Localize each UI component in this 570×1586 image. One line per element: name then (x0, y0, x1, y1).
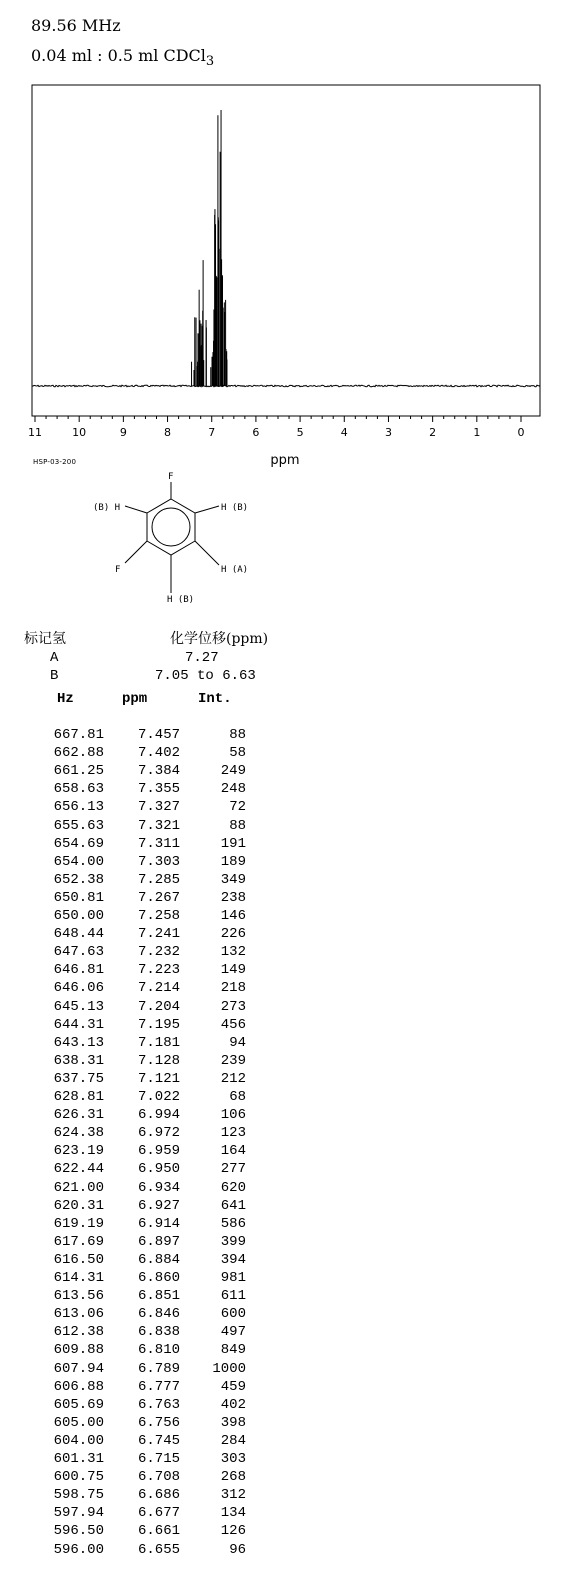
table-row (0, 1378, 260, 1396)
peak-ppm: 7.303 (137, 853, 180, 870)
peak-intensity: 218 (220, 980, 246, 997)
peak-intensity: 303 (220, 1451, 246, 1467)
peak-intensity: 126 (220, 1523, 246, 1540)
peak-hz: 655.63 (53, 817, 104, 834)
peak-hz: 662.88 (53, 745, 104, 762)
table-row (0, 907, 260, 925)
peak-hz: 658.63 (53, 781, 104, 798)
atom-label-h-b-right: H (B) (221, 503, 249, 513)
table-row (0, 1197, 260, 1215)
peak-intensity: 394 (220, 1251, 246, 1268)
table-row (0, 1179, 260, 1197)
peak-intensity: 212 (220, 1070, 246, 1087)
peak-intensity: 164 (220, 1143, 246, 1160)
atom-label-f-left: F (115, 565, 121, 575)
atom-label-h-b-left: (B) H (93, 503, 121, 513)
peak-hz: 646.81 (53, 962, 104, 979)
peak-hz: 613.56 (53, 1288, 104, 1305)
table-row (0, 1414, 260, 1432)
peak-intensity: 1000 (212, 1360, 246, 1377)
table-row (0, 1323, 260, 1341)
x-tick-label: 8 (164, 426, 172, 439)
peak-intensity: 88 (229, 817, 246, 834)
x-tick-label: 7 (208, 426, 216, 439)
peak-ppm: 6.686 (137, 1487, 180, 1504)
peak-intensity: 349 (220, 871, 246, 888)
molecule-structure (85, 468, 275, 608)
x-axis-tick-labels (28, 426, 525, 439)
table-row (0, 744, 260, 762)
peak-ppm: 7.321 (137, 817, 180, 834)
peak-ppm: 6.789 (137, 1360, 180, 1377)
table-row (0, 1287, 260, 1305)
peak-intensity: 68 (229, 1089, 246, 1105)
peak-ppm: 6.677 (137, 1505, 180, 1522)
peak-hz: 650.00 (53, 908, 104, 924)
peak-intensity: 72 (229, 799, 246, 816)
peak-ppm: 7.267 (137, 889, 180, 906)
peak-hz: 604.00 (53, 1432, 104, 1449)
peak-ppm: 6.914 (137, 1215, 180, 1232)
aromatic-circle (152, 508, 190, 546)
bond-lower-right (195, 541, 219, 565)
spectrum-trace (32, 385, 540, 387)
peak-ppm: 6.884 (137, 1251, 180, 1268)
peak-hz: 643.13 (53, 1034, 104, 1051)
peak-header-hz: Hz (57, 691, 74, 707)
sample-subscript: 3 (205, 54, 215, 70)
x-axis-ticks (35, 416, 521, 422)
peak-intensity: 497 (220, 1324, 246, 1341)
table-row (0, 835, 260, 853)
peak-ppm: 7.241 (137, 926, 180, 943)
x-tick-label: 11 (28, 426, 42, 439)
peak-intensity: 312 (220, 1487, 246, 1504)
peak-ppm: 7.223 (137, 962, 180, 979)
peak-ppm: 7.121 (137, 1070, 180, 1087)
peak-ppm: 6.661 (137, 1523, 180, 1540)
peak-hz: 667.81 (53, 727, 104, 743)
peak-hz: 607.94 (53, 1360, 104, 1377)
table-row (0, 1396, 260, 1414)
peak-intensity: 88 (229, 727, 246, 743)
peak-ppm: 6.972 (137, 1125, 180, 1142)
table-row (0, 1106, 260, 1124)
peak-intensity: 402 (220, 1396, 246, 1413)
table-row (0, 1142, 260, 1160)
peak-hz: 621.00 (53, 1179, 104, 1196)
peak-intensity: 456 (220, 1016, 246, 1033)
spectrum-peaks (192, 110, 227, 386)
table-row (0, 798, 260, 816)
peak-ppm: 6.777 (137, 1378, 180, 1395)
x-tick-label: 0 (517, 426, 525, 439)
peak-ppm: 7.022 (137, 1089, 180, 1105)
peak-ppm: 6.959 (137, 1143, 180, 1160)
peak-intensity: 191 (220, 835, 246, 852)
peak-hz: 644.31 (53, 1016, 104, 1033)
table-row (0, 1504, 260, 1522)
table-row (0, 925, 260, 943)
peak-ppm: 6.810 (137, 1342, 180, 1359)
table-row (0, 1541, 260, 1559)
peak-ppm: 7.204 (137, 998, 180, 1015)
peak-ppm: 7.214 (137, 980, 180, 997)
peak-ppm: 6.838 (137, 1324, 180, 1341)
peak-hz: 623.19 (53, 1143, 104, 1160)
peak-ppm: 6.846 (137, 1306, 180, 1323)
table-row (0, 1360, 260, 1378)
peak-intensity: 641 (220, 1197, 246, 1214)
peak-ppm: 7.402 (137, 745, 180, 762)
x-tick-label: 6 (252, 426, 260, 439)
table-row (0, 1052, 260, 1070)
table-row (0, 979, 260, 997)
peak-hz: 650.81 (53, 889, 104, 906)
table-row (0, 1450, 260, 1468)
peak-intensity: 58 (229, 745, 246, 762)
peak-intensity: 248 (220, 781, 246, 798)
peak-hz: 647.63 (53, 944, 104, 961)
table-row (0, 1034, 260, 1052)
peak-hz: 637.75 (53, 1070, 104, 1087)
peak-intensity: 134 (220, 1505, 246, 1522)
peak-intensity: 239 (220, 1052, 246, 1069)
assignment-header-hydrogen: 标记氢 (24, 631, 66, 647)
table-row (0, 1233, 260, 1251)
peak-intensity: 238 (220, 889, 246, 906)
peak-intensity: 849 (220, 1342, 246, 1359)
peak-intensity: 398 (220, 1414, 246, 1431)
table-row (0, 1486, 260, 1504)
peak-ppm: 7.232 (137, 944, 180, 961)
peak-intensity: 96 (229, 1541, 246, 1558)
peak-intensity: 106 (220, 1107, 246, 1124)
peak-intensity: 123 (220, 1125, 246, 1142)
peak-ppm: 6.715 (137, 1451, 180, 1467)
table-row (0, 943, 260, 961)
peak-hz: 648.44 (53, 926, 104, 943)
bond-upper-right (195, 506, 219, 513)
peak-ppm: 6.950 (137, 1161, 180, 1178)
peak-header-ppm: ppm (122, 691, 148, 707)
peak-ppm: 7.128 (137, 1052, 180, 1069)
peak-hz: 620.31 (53, 1197, 104, 1214)
peak-intensity: 132 (220, 944, 246, 961)
peak-intensity: 399 (220, 1233, 246, 1250)
peak-ppm: 7.258 (137, 908, 180, 924)
peak-ppm: 7.457 (137, 727, 180, 743)
peak-hz: 605.69 (53, 1396, 104, 1413)
table-row (0, 1305, 260, 1323)
x-tick-label: 1 (473, 426, 481, 439)
peak-hz: 612.38 (53, 1324, 104, 1341)
peak-ppm: 6.655 (137, 1541, 180, 1558)
peak-hz: 656.13 (53, 799, 104, 816)
peak-hz: 609.88 (53, 1342, 104, 1359)
peak-ppm: 6.994 (137, 1107, 180, 1124)
peak-intensity: 149 (220, 962, 246, 979)
peak-hz: 597.94 (53, 1505, 104, 1522)
peak-intensity: 94 (229, 1034, 246, 1051)
x-tick-label: 2 (429, 426, 437, 439)
x-tick-label: 10 (72, 426, 87, 439)
atom-label-f-top: F (168, 472, 174, 482)
peak-hz: 626.31 (53, 1107, 104, 1124)
peak-intensity: 249 (220, 763, 246, 780)
peak-intensity: 146 (220, 908, 246, 924)
peak-intensity: 459 (220, 1378, 246, 1395)
peak-hz: 661.25 (53, 763, 104, 780)
x-tick-label: 9 (119, 426, 127, 439)
peak-hz: 598.75 (53, 1487, 104, 1504)
spectrum-code: HSP-03-200 (33, 458, 77, 466)
peak-hz: 622.44 (53, 1161, 104, 1178)
peak-intensity: 611 (220, 1288, 246, 1305)
peak-intensity: 277 (220, 1161, 246, 1178)
peak-intensity: 189 (220, 853, 246, 870)
peak-hz: 613.06 (53, 1306, 104, 1323)
peak-intensity: 284 (220, 1432, 246, 1449)
atom-label-h-b-bottom: H (B) (167, 595, 195, 605)
peak-hz: 606.88 (53, 1378, 104, 1395)
peak-hz: 638.31 (53, 1052, 104, 1069)
peak-intensity: 273 (220, 998, 246, 1015)
bond-lower-left (125, 541, 147, 563)
peak-intensity: 268 (220, 1469, 246, 1486)
assignment-shift-a: 7.27 (185, 650, 219, 666)
assignment-shift-b: 7.05 to 6.63 (155, 668, 256, 684)
atom-label-h-a: H (A) (221, 565, 249, 575)
peak-hz: 600.75 (53, 1469, 104, 1486)
peak-ppm: 6.763 (137, 1396, 180, 1413)
peak-hz: 616.50 (53, 1251, 104, 1268)
peak-intensity: 981 (220, 1270, 246, 1286)
table-row (0, 961, 260, 979)
peak-intensity: 600 (220, 1306, 246, 1323)
bond-upper-left (125, 506, 147, 513)
x-tick-label: 3 (384, 426, 392, 439)
table-row (0, 780, 260, 798)
sample-description (31, 46, 214, 69)
table-row (0, 1341, 260, 1359)
table-row (0, 817, 260, 835)
x-axis-label: ppm (270, 453, 300, 468)
peak-ppm: 6.934 (137, 1179, 180, 1196)
peak-ppm: 6.860 (137, 1270, 180, 1286)
table-row (0, 1160, 260, 1178)
x-tick-label: 5 (296, 426, 304, 439)
spectrometer-frequency: 89.56 MHz (31, 16, 121, 35)
table-row (0, 726, 260, 744)
peak-ppm: 6.745 (137, 1432, 180, 1449)
assignment-header-shift: 化学位移(ppm) (170, 631, 269, 647)
table-row (0, 762, 260, 780)
peak-hz: 596.50 (53, 1523, 104, 1540)
table-row (0, 1088, 260, 1106)
table-row (0, 871, 260, 889)
table-row (0, 1215, 260, 1233)
table-row (0, 998, 260, 1016)
peak-hz: 652.38 (53, 871, 104, 888)
nmr-spectrum-chart (0, 80, 570, 470)
peak-ppm: 7.181 (137, 1034, 180, 1051)
peak-ppm: 6.851 (137, 1288, 180, 1305)
assignment-label-a: A (50, 650, 59, 666)
peak-intensity: 586 (220, 1215, 246, 1232)
table-row (0, 1251, 260, 1269)
peak-hz: 646.06 (53, 980, 104, 997)
table-row (0, 1432, 260, 1450)
table-row (0, 1070, 260, 1088)
peak-ppm: 6.708 (137, 1469, 180, 1486)
peak-hz: 601.31 (53, 1451, 104, 1467)
peak-header-int: Int. (198, 691, 232, 707)
peak-ppm: 7.285 (137, 871, 180, 888)
peak-ppm: 7.311 (137, 835, 180, 852)
peak-ppm: 7.195 (137, 1016, 180, 1033)
peak-hz: 628.81 (53, 1089, 104, 1105)
peak-hz: 624.38 (53, 1125, 104, 1142)
peak-hz: 605.00 (53, 1414, 104, 1431)
peak-hz: 617.69 (53, 1233, 104, 1250)
peak-ppm: 7.384 (137, 763, 180, 780)
table-row (0, 889, 260, 907)
peak-hz: 654.69 (53, 835, 104, 852)
peak-ppm: 6.897 (137, 1233, 180, 1250)
peak-ppm: 6.927 (137, 1197, 180, 1214)
sample-text: 0.04 ml : 0.5 ml CDCl (31, 46, 206, 65)
plot-frame (32, 85, 540, 416)
table-row (0, 1522, 260, 1540)
table-row (0, 853, 260, 871)
peak-hz: 619.19 (53, 1215, 104, 1232)
assignment-label-b: B (50, 668, 59, 684)
table-row (0, 1269, 260, 1287)
peak-hz: 645.13 (53, 998, 104, 1015)
peak-hz: 654.00 (53, 853, 104, 870)
peak-hz: 614.31 (53, 1270, 104, 1286)
benzene-ring (147, 499, 195, 555)
table-row (0, 1468, 260, 1486)
peak-ppm: 7.327 (137, 799, 180, 816)
table-row (0, 1124, 260, 1142)
peak-ppm: 7.355 (137, 781, 180, 798)
peak-ppm: 6.756 (137, 1414, 180, 1431)
peak-intensity: 620 (220, 1179, 246, 1196)
peak-hz: 596.00 (53, 1541, 104, 1558)
x-tick-label: 4 (340, 426, 348, 439)
peak-intensity: 226 (220, 926, 246, 943)
table-row (0, 1016, 260, 1034)
